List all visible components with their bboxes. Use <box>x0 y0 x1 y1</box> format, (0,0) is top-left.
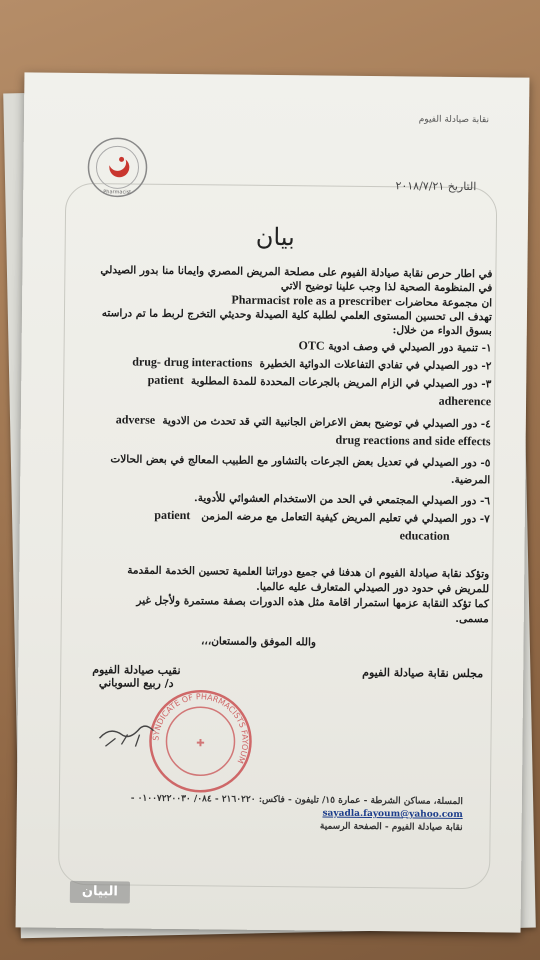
closing-line: كما تؤكد النقابة عزمها استمرار اقامة مثل هذه الدورات بصفة مستمرة ولأجل غير <box>136 594 490 611</box>
list-item-continuation <box>71 429 491 451</box>
item-text: ١- تنمية دور الصيدلي في وصف ادوية <box>328 340 492 355</box>
item-english: patient <box>147 372 184 388</box>
svg-text:✚: ✚ <box>196 738 205 750</box>
intro-line: في اطار حرص نقابة صيادلة الفيوم على مصلحة المريض المصري وايمانا منا بدور الصيدلي <box>100 264 493 281</box>
footer-email[interactable]: sayadla.fayoum@yahoo.com <box>322 808 463 821</box>
closing-line: وتؤكد نقابة صيادلة الفيوم ان هدفنا في جميع دوراتنا العلمية تحسين الخدمة المقدمة <box>127 564 490 581</box>
top-note: نقابة صيادلة الفيوم <box>418 114 490 126</box>
document-page <box>16 72 530 932</box>
closing-line: مسمى. <box>455 612 489 626</box>
head-name: د/ ربيع السوباني <box>98 676 174 690</box>
intro-english-term: Pharmacist role as a prescriber <box>231 292 392 309</box>
item-text: ٦- دور الصيدلي المجتمعي في الحد من الاستخدام العشوائي للأدوية. <box>194 492 491 508</box>
closing-line: للمريض في حدود دور الصيدلي المتعارف عليه عالميا. <box>256 580 490 596</box>
item-english: drug reactions and side effects <box>335 432 491 449</box>
footer-facebook: نقابة صيادلة الفيوم - الصفحة الرسمية <box>319 821 463 834</box>
letter-date: التاريخ ٢٠١٨/٧/٢١ <box>395 179 477 194</box>
letter-title: بيان <box>255 222 295 252</box>
intro-line: في المنظومة الصحية لذا وجب علينا توضيح الاتي <box>280 280 493 295</box>
item-english: adverse <box>115 412 156 427</box>
watermark-logo: البيان <box>70 881 130 904</box>
item-text: ٢- دور الصيدلي في تفادي التفاعلات الدوائية الخطيرة <box>259 357 492 373</box>
stamp-text: SYNDICATE OF PHARMACISTS FAYOUM <box>151 692 250 765</box>
item-english: adherence <box>438 393 492 409</box>
intro-paragraph <box>72 263 493 338</box>
footer-address: المسلة، مساكن الشرطة - عمارة ١٥/ تليفون - فاكس: ٢١٦٠٢٢٠ - ٠٨٤/ ٠١٠٠٧٢٢٠٠٣٠ - <box>130 793 463 808</box>
intro-prefix: ان مجموعة محاضرات <box>395 296 493 310</box>
council-signature-title: مجلس نقابة صيادلة الفيوم <box>362 665 484 681</box>
item-text: ٤- دور الصيدلي في توضيح بعض الاعراض الجانبية التي قد تحدث من الادوية <box>162 414 491 431</box>
item-english: OTC <box>298 338 325 353</box>
list-item-continuation: المرضية. <box>450 473 491 487</box>
item-english: drug- drug interactions <box>132 354 253 370</box>
intro-line: تهدف الى تحسين المستوى العلمي لطلبة كلية الصيدلة وحديثي التخرج لربط ما تم دراسته <box>101 307 493 324</box>
item-english: education <box>399 528 450 543</box>
items-list <box>70 335 492 546</box>
syndicate-logo-icon <box>85 135 150 200</box>
svg-text:Pharmacist: Pharmacist <box>103 189 132 196</box>
item-english: patient <box>154 507 191 523</box>
blessing: والله الموفق والمستعان،،، <box>201 635 317 649</box>
handwritten-date-icon <box>91 698 172 759</box>
closing-paragraph <box>69 563 490 627</box>
item-text: ٥- دور الصيدلي في تعديل بعض الجرعات بالتشاور مع الطبيب المعالج في بعض الحالات <box>110 453 491 470</box>
intro-line: بسوق الدواء من خلال: <box>392 324 492 338</box>
head-title: نقيب صيادلة الفيوم <box>92 663 181 678</box>
item-text: ٧- دور الصيدلي في تعليم المريض كيفية التعامل مع مرضه المزمن <box>201 510 490 526</box>
item-text: ٣- دور الصيدلي في الزام المريض بالجرعات المحددة للمدة المطلوبة <box>190 375 492 391</box>
